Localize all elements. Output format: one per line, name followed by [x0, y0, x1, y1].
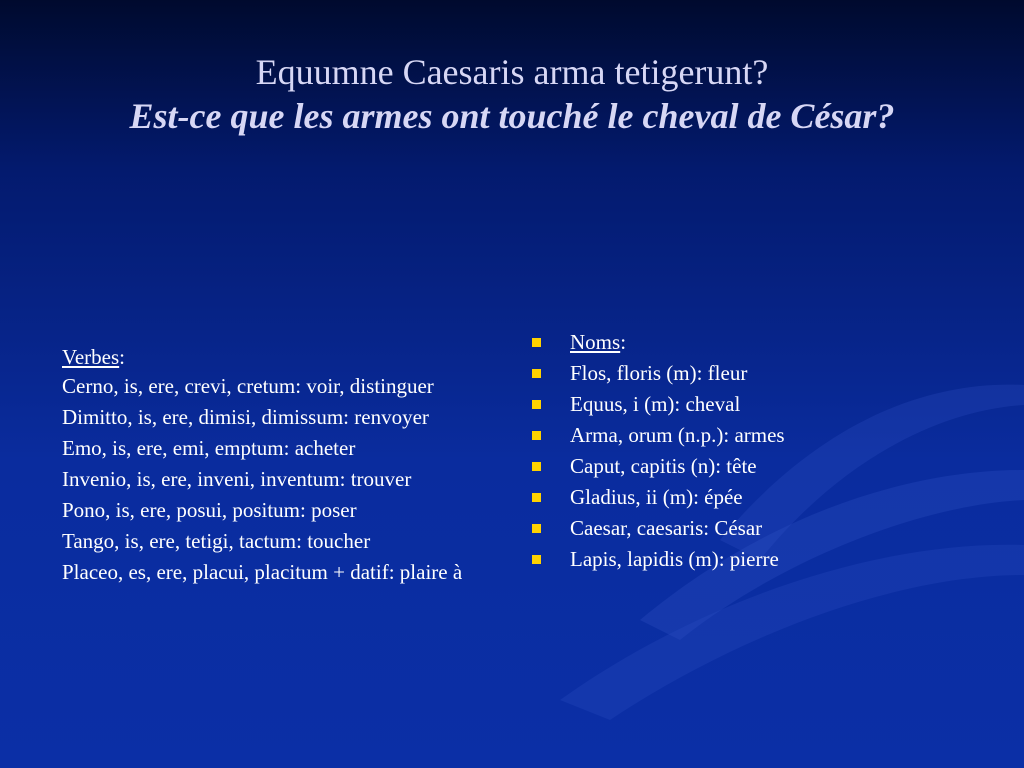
noun-item [532, 485, 992, 509]
noun-item [532, 361, 992, 385]
nouns-heading-colon: : [620, 330, 627, 354]
bullet-icon [532, 555, 541, 564]
slide-title [0, 50, 1024, 138]
bullet-icon [532, 431, 541, 440]
noun-item [532, 454, 992, 478]
noun-text: Arma, orum (n.p.): armes [570, 423, 785, 447]
noun-text: Flos, floris (m): fleur [570, 361, 748, 385]
bullet-icon [532, 524, 541, 533]
bullet-icon [532, 493, 541, 502]
nouns-heading-text: Noms [570, 330, 621, 354]
noun-item [532, 516, 992, 540]
verb-item: Placeo, es, ere, placui, placitum + datif: plaire à [62, 560, 463, 584]
noun-item [532, 392, 992, 416]
verbs-heading-text: Verbes [62, 345, 120, 369]
bullet-icon [532, 462, 541, 471]
verb-item: Cerno, is, ere, crevi, cretum: voir, distinguer [62, 374, 434, 398]
verbs-column [62, 345, 512, 591]
bullet-icon [532, 369, 541, 378]
nouns-column [532, 330, 992, 578]
verb-item: Dimitto, is, ere, dimisi, dimissum: renvoyer [62, 405, 429, 429]
noun-item [532, 547, 992, 571]
verb-item: Pono, is, ere, posui, positum: poser [62, 498, 357, 522]
bullet-icon [532, 338, 541, 347]
noun-text: Equus, i (m): cheval [570, 392, 741, 416]
nouns-heading [532, 330, 992, 354]
noun-text: Caesar, caesaris: César [570, 516, 763, 540]
verb-item: Tango, is, ere, tetigi, tactum: toucher [62, 529, 371, 553]
noun-text: Gladius, ii (m): épée [570, 485, 743, 509]
verb-item: Invenio, is, ere, inveni, inventum: trouver [62, 467, 412, 491]
verbs-heading [62, 345, 512, 369]
verbs-heading-colon: : [119, 345, 125, 369]
verb-item: Emo, is, ere, emi, emptum: acheter [62, 436, 356, 460]
bullet-icon [532, 400, 541, 409]
noun-item [532, 423, 992, 447]
noun-text: Lapis, lapidis (m): pierre [570, 547, 779, 571]
title-latin: Equumne Caesaris arma tetigerunt? [255, 52, 769, 92]
title-french: Est-ce que les armes ont touché le cheval de César? [129, 96, 895, 136]
noun-text: Caput, capitis (n): tête [570, 454, 757, 478]
